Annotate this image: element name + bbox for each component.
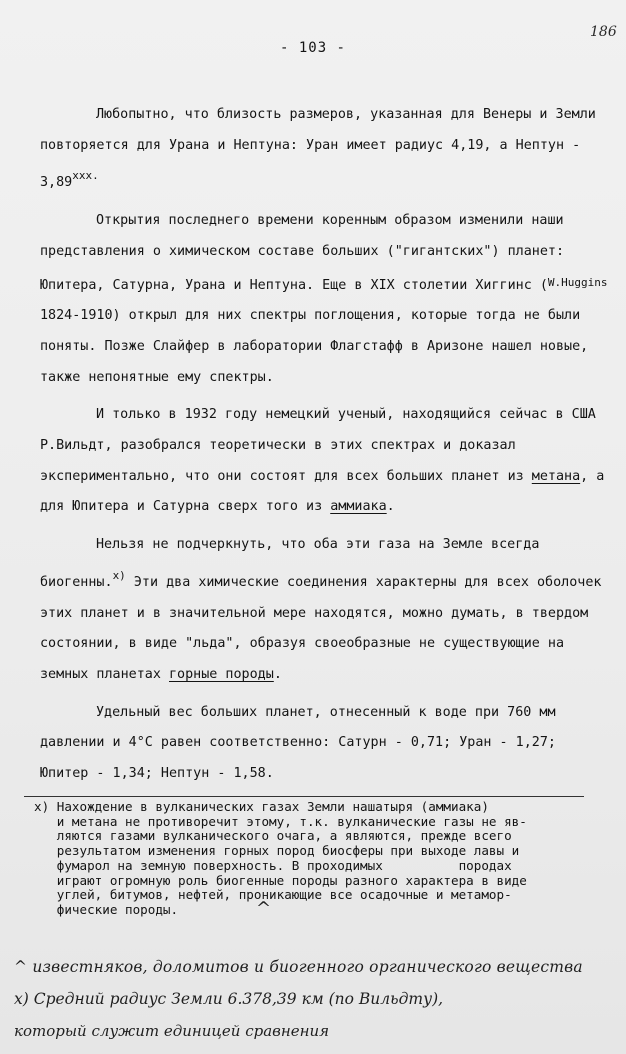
handwritten-note-3: который служит единицей сравнения [14,1022,330,1040]
paragraph-2-continuation: 1824-1910) открыл для них спектры поглощения, которые тогда не были поняты. Позже Слайфер в лаборатории Флагстафф в Аризоне нашел новые, также непонятные ему спектры. [40,308,597,385]
footnote-line: играют огромную роль биогенные породы разного характера в виде [34,872,527,888]
handwritten-insert-caret: ^ [256,898,272,919]
footnote-marker-x: x) [112,568,126,582]
footnote [34,800,614,918]
paragraph-3 [40,400,612,523]
page-number: - 103 - [279,40,346,56]
typed-insert-huggins: W.Huggins [547,275,608,289]
footnote-marker-xxx: xxx. [72,169,99,183]
footnote-line: результатом изменения горных пород биосферы при выходе лавы и [34,843,520,859]
paragraph-2 [40,206,612,393]
footnote-line: фумарол на земную поверхность. В проходимых породах [34,857,512,873]
footnote-line: ляются газами вулканического очага, а являются, прежде всего [34,828,512,844]
paragraph-3-text: И только в 1932 году немецкий ученый, находящийся сейчас в США Р.Вильдт, разобрался теоретически в этих спектрах и доказал экспериментально, что они состоят для всех больших планет из [40,407,604,484]
paragraph-3-mid: , а для Юпитера и Сатурна сверх того из [40,468,613,515]
paragraph-4 [40,530,612,691]
main-text [40,100,612,797]
handwritten-note-1: ^ известняков, доломитов и биогенного органического вещества [14,958,583,976]
paragraph-4-rest: Эти два химические соединения характерны для всех оболочек этих планет и в значительной мере находятся, можно думать, в твердом состоянии, в виде "льда", образуя своеобразные не существующие на земных планетах [40,574,610,682]
footnote-line: фические породы. [34,901,179,917]
footnote-divider [24,796,584,797]
underlined-ammiak: аммиака [330,499,387,515]
footnote-line: x) Нахождение в вулканических газах Земли нашатыря (аммиака) [34,799,489,814]
paragraph-4-end: . [273,666,282,682]
underlined-gornye-porody: горные породы [169,666,274,682]
paragraph-2-text: Открытия последнего времени коренным образом изменили наши представления о химическом составе больших ("гигантских") планет: Юпитера, Сатурна, Урана и Нептуна. Еще в XIX столетии Хиггинс ( [40,213,573,293]
paragraph-5: Удельный вес больших планет, отнесенный к воде при 760 мм давлении и 4°С равен соответственно: Сатурн - 0,71; Уран - 1,27; Юпитер - 1,34; Нептун - 1,58. [40,704,565,782]
footnote-line: и метана не противоречит этому, т.к. вулканические газы не яв- [34,813,527,829]
paragraph-3-end: . [386,499,395,515]
archive-page-number: 186 [590,24,617,40]
handwritten-note-2: x) Средний радиус Земли 6.378,39 км (по Вильдту), [14,990,444,1008]
paragraph-1 [40,100,612,199]
paragraph-4-text: Нельзя не подчеркнуть, что оба эти газа на Земле всегда биогенны. [40,537,548,590]
underlined-metan: метана [531,468,581,484]
paragraph-1-text: Любопытно, что близость размеров, указанная для Венеры и Земли повторяется для Урана и Нептуна: Уран имеет радиус 4,19, а Нептун - 3,89 [40,107,604,191]
footnote-line: углей, битумов, нефтей, проникающие все осадочные и метамор- [34,887,512,903]
